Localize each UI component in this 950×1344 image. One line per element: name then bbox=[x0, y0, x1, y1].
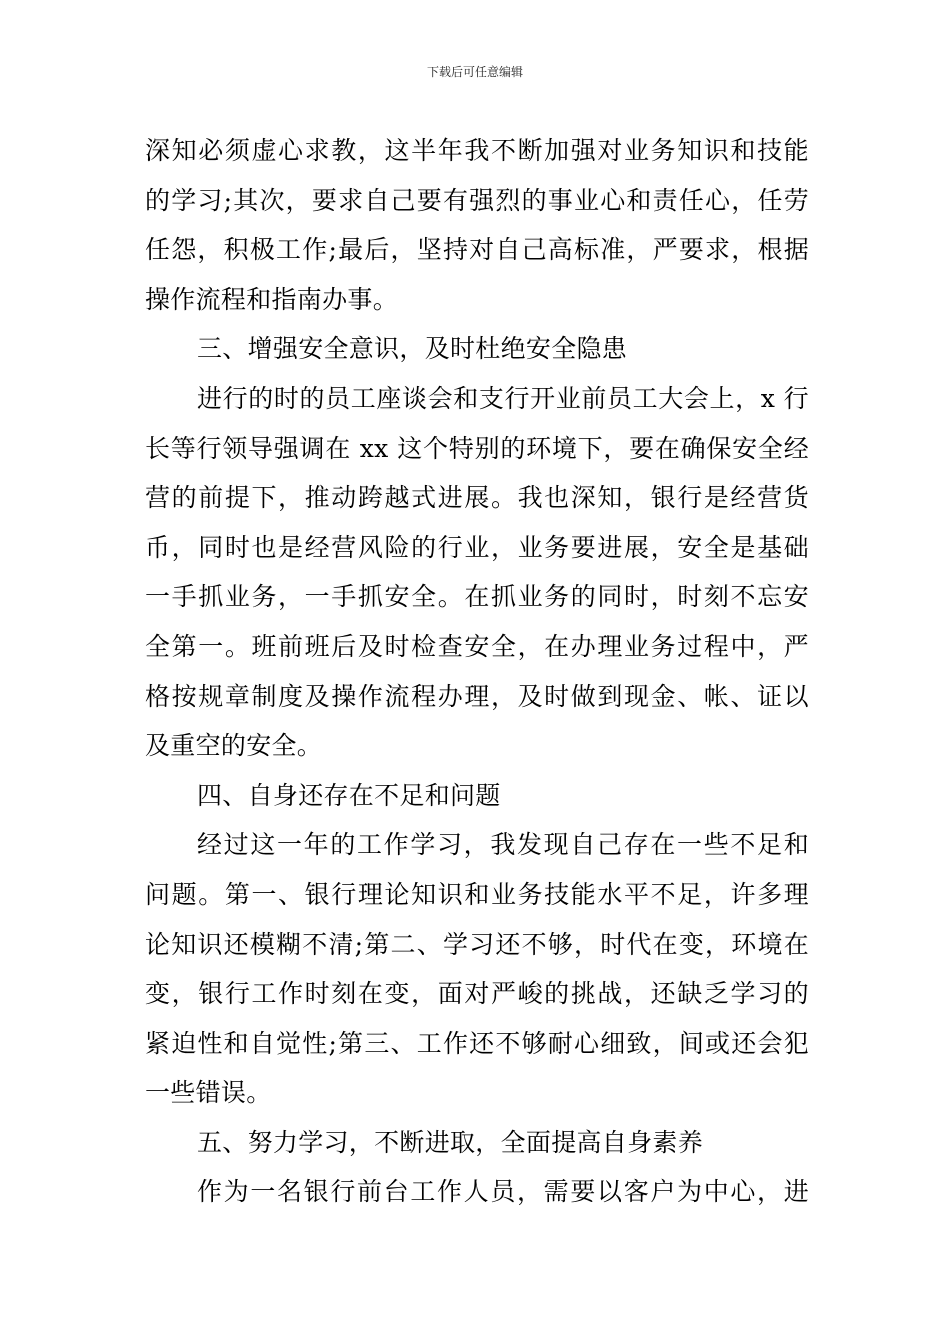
text-line: 紧迫性和自觉性;第三、工作还不够耐心细致，间或还会犯 bbox=[145, 1028, 809, 1058]
text-line: 作为一名银行前台工作人员，需要以客户为中心，进 bbox=[197, 1177, 809, 1207]
text-line: 的学习;其次，要求自己要有强烈的事业心和责任心，任劳 bbox=[145, 185, 809, 215]
text-line: 操作流程和指南办事。 bbox=[145, 284, 399, 314]
text-line: 四、自身还存在不足和问题 bbox=[197, 780, 501, 810]
text-line: 长等行领导强调在 xx 这个特别的环境下，要在确保安全经 bbox=[145, 433, 809, 463]
document-body bbox=[145, 126, 809, 1217]
text-line: 格按规章制度及操作流程办理，及时做到现金、帐、证以 bbox=[145, 681, 809, 711]
text-line: 经过这一年的工作学习，我发现自己存在一些不足和 bbox=[197, 830, 809, 860]
text-line: 问题。第一、银行理论知识和业务技能水平不足，许多理 bbox=[145, 879, 809, 909]
page-header: 下载后可任意编辑 bbox=[426, 65, 523, 79]
text-line: 深知必须虚心求教，这半年我不断加强对业务知识和技能 bbox=[145, 136, 809, 165]
text-line: 论知识还模糊不清;第二、学习还不够，时代在变，环境在 bbox=[145, 929, 809, 959]
text-line: 一手抓业务，一手抓安全。在抓业务的同时，时刻不忘安 bbox=[145, 582, 809, 612]
text-line: 营的前提下，推动跨越式进展。我也深知，银行是经营货 bbox=[145, 483, 809, 513]
text-line: 一些错误。 bbox=[145, 1078, 272, 1108]
text-line: 变，银行工作时刻在变，面对严峻的挑战，还缺乏学习的 bbox=[145, 979, 809, 1009]
text-line: 五、努力学习，不断进取，全面提高自身素养 bbox=[197, 1127, 704, 1157]
text-line: 全第一。班前班后及时检查安全，在办理业务过程中，严 bbox=[145, 631, 809, 661]
text-line: 进行的时的员工座谈会和支行开业前员工大会上，x 行 bbox=[197, 383, 809, 413]
text-line: 三、增强安全意识，及时杜绝安全隐患 bbox=[197, 334, 628, 364]
text-line: 及重空的安全。 bbox=[145, 731, 323, 761]
text-line: 币，同时也是经营风险的行业，业务要进展，安全是基础 bbox=[145, 532, 809, 562]
text-line: 任怨，积极工作;最后，坚持对自己高标准，严要求，根据 bbox=[145, 235, 809, 265]
